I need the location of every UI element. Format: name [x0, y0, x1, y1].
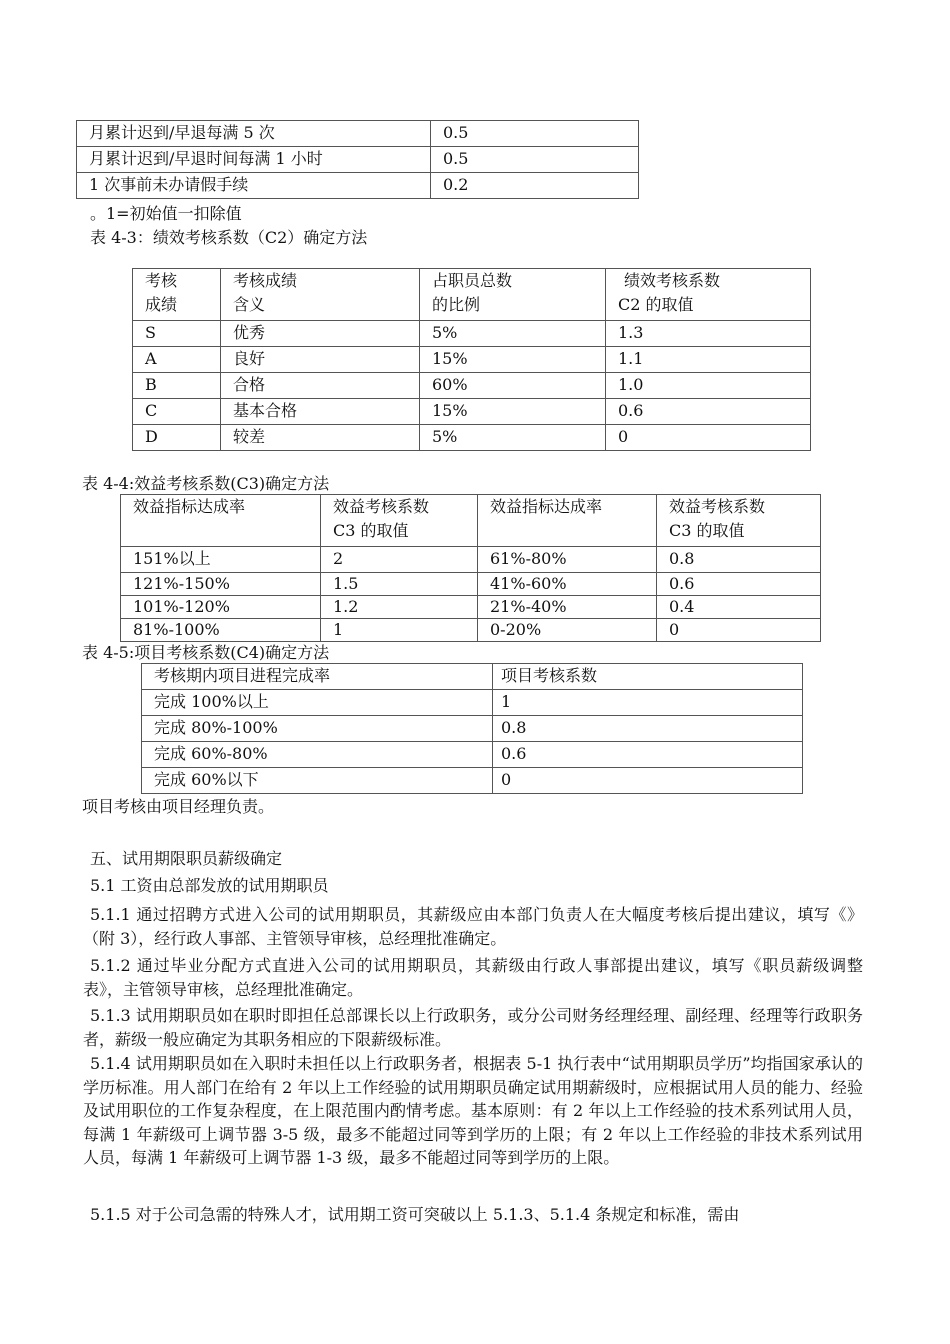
column-header: 效益考核系数 C3 的取值	[657, 495, 821, 547]
table-cell: 60%	[420, 373, 606, 399]
table-benefit-coefficient	[120, 494, 821, 642]
paragraph-5-1-3: 5.1.3 试用期职员如在职时即担任总部课长以上行政职务，或分公司财务经理经理、副经理、经理等行政职务者，薪级一般应确定为其职务相应的下限薪级标准。	[83, 1006, 863, 1049]
table-cell: 151%以上	[121, 547, 321, 573]
table-cell: 1	[493, 690, 803, 716]
table-cell: A	[133, 347, 221, 373]
subsection-heading: 5.1 工资由总部发放的试用期职员	[90, 876, 329, 895]
table-row	[77, 173, 639, 199]
column-header: 考核成绩 含义	[221, 269, 420, 321]
table-row	[133, 399, 811, 425]
table-cell: C	[133, 399, 221, 425]
paragraph-5-1-4: 5.1.4 试用期职员如在入职时未担任以上行政职务者，根据表 5-1 执行表中“试用期职员学历”均指国家承认的学历标准。用人部门在给有 2 年以上工作经验的试用期职员确定试用期薪级时，应根据试用人员的能力、经验及试用职位的工作复杂程度，在上限范围内酌情考虑。基本原则：有 2 年以上工作经验的技术系列试用人员，每满 1 年薪级可上调节器 3-5 级，最多不能超过同等到学历的上限；有 2 年以上工作经验的非技术系列试用人员，每满 1 年薪级可上调节器 1-3 级，最多不能超过同等到学历的上限。	[83, 1054, 863, 1167]
table-caption: 表 4-4:效益考核系数(C3)确定方法	[82, 474, 330, 493]
table-cell: 0.6	[606, 399, 811, 425]
table-cell: 1.5	[321, 573, 478, 596]
table-cell: 101%-120%	[121, 596, 321, 619]
table-cell: 121%-150%	[121, 573, 321, 596]
table-cell: 5%	[420, 425, 606, 451]
formula-note: 。1=初始值一扣除值	[90, 204, 242, 223]
table-cell: 2	[321, 547, 478, 573]
table-cell: 0	[657, 619, 821, 642]
project-note: 项目考核由项目经理负责。	[82, 797, 275, 816]
table-cell: 0.4	[657, 596, 821, 619]
paragraph-5-1-5: 5.1.5 对于公司急需的特殊人才，试用期工资可突破以上 5.1.3、5.1.4 条规定和标准，需由	[90, 1205, 740, 1224]
table-cell: 0-20%	[478, 619, 657, 642]
table-cell: 0	[493, 768, 803, 794]
table-cell: 81%-100%	[121, 619, 321, 642]
table-row	[133, 347, 811, 373]
table-header-row	[121, 495, 821, 547]
column-header: 占职员总数 的比例	[420, 269, 606, 321]
table-row	[121, 547, 821, 573]
paragraph-5-1-1: 5.1.1 通过招聘方式进入公司的试用期职员，其薪级应由本部门负责人在大幅度考核后提出建议，填写《》（附 3），经行政人事部、主管领导审核，总经理批准确定。	[83, 905, 863, 948]
column-header: 效益考核系数 C3 的取值	[321, 495, 478, 547]
table-cell: 1 次事前未办请假手续	[77, 173, 431, 199]
table-cell: 0.6	[493, 742, 803, 768]
table-header-row	[133, 269, 811, 321]
section-heading: 五、试用期限职员薪级确定	[90, 849, 283, 868]
table-cell: 0.5	[431, 147, 639, 173]
table-row	[121, 573, 821, 596]
table-cell: 完成 60%以下	[142, 768, 493, 794]
table-cell: 良好	[221, 347, 420, 373]
table-cell: 0.2	[431, 173, 639, 199]
table-cell: 1.1	[606, 347, 811, 373]
table-row	[121, 596, 821, 619]
table-cell: 21%-40%	[478, 596, 657, 619]
table-cell: D	[133, 425, 221, 451]
table-row	[142, 768, 803, 794]
table-row	[133, 321, 811, 347]
column-header: 绩效考核系数 C2 的取值	[606, 269, 811, 321]
table-cell: 1	[321, 619, 478, 642]
table-header-row	[142, 664, 803, 690]
table-cell: 完成 60%-80%	[142, 742, 493, 768]
table-row	[121, 619, 821, 642]
table-cell: 1.2	[321, 596, 478, 619]
table-cell: 5%	[420, 321, 606, 347]
table-cell: 完成 80%-100%	[142, 716, 493, 742]
table-cell: 月累计迟到/早退每满 5 次	[77, 121, 431, 147]
column-header: 效益指标达成率	[478, 495, 657, 547]
table-cell: 月累计迟到/早退时间每满 1 小时	[77, 147, 431, 173]
table-row	[142, 690, 803, 716]
table-cell: 优秀	[221, 321, 420, 347]
table-cell: 合格	[221, 373, 420, 399]
column-header: 考核期内项目进程完成率	[142, 664, 493, 690]
table-project-coefficient	[141, 663, 803, 794]
table-cell: 0	[606, 425, 811, 451]
table-performance-coefficient	[132, 268, 811, 451]
column-header: 效益指标达成率	[121, 495, 321, 547]
table-cell: 15%	[420, 347, 606, 373]
table-cell: 0.6	[657, 573, 821, 596]
table-row	[77, 121, 639, 147]
table-cell: 0.8	[657, 547, 821, 573]
table-cell: 15%	[420, 399, 606, 425]
table-row	[133, 425, 811, 451]
table-cell: 基本合格	[221, 399, 420, 425]
table-lateness-deductions	[76, 120, 639, 199]
table-cell: 完成 100%以上	[142, 690, 493, 716]
table-cell: 0.8	[493, 716, 803, 742]
table-row	[133, 373, 811, 399]
column-header: 项目考核系数	[493, 664, 803, 690]
table-cell: 1.3	[606, 321, 811, 347]
table-row	[142, 716, 803, 742]
table-row	[77, 147, 639, 173]
column-header: 考核 成绩	[133, 269, 221, 321]
table-row	[142, 742, 803, 768]
table-caption: 表 4-3：绩效考核系数（C2）确定方法	[90, 228, 368, 247]
table-cell: S	[133, 321, 221, 347]
table-cell: 较差	[221, 425, 420, 451]
table-cell: 1.0	[606, 373, 811, 399]
table-cell: 41%-60%	[478, 573, 657, 596]
table-caption: 表 4-5:项目考核系数(C4)确定方法	[82, 643, 330, 662]
table-cell: B	[133, 373, 221, 399]
table-cell: 0.5	[431, 121, 639, 147]
table-cell: 61%-80%	[478, 547, 657, 573]
paragraph-5-1-2: 5.1.2 通过毕业分配方式直进入公司的试用期职员，其薪级由行政人事部提出建议，填写《职员薪级调整表》，主管领导审核，总经理批准确定。	[83, 956, 863, 999]
